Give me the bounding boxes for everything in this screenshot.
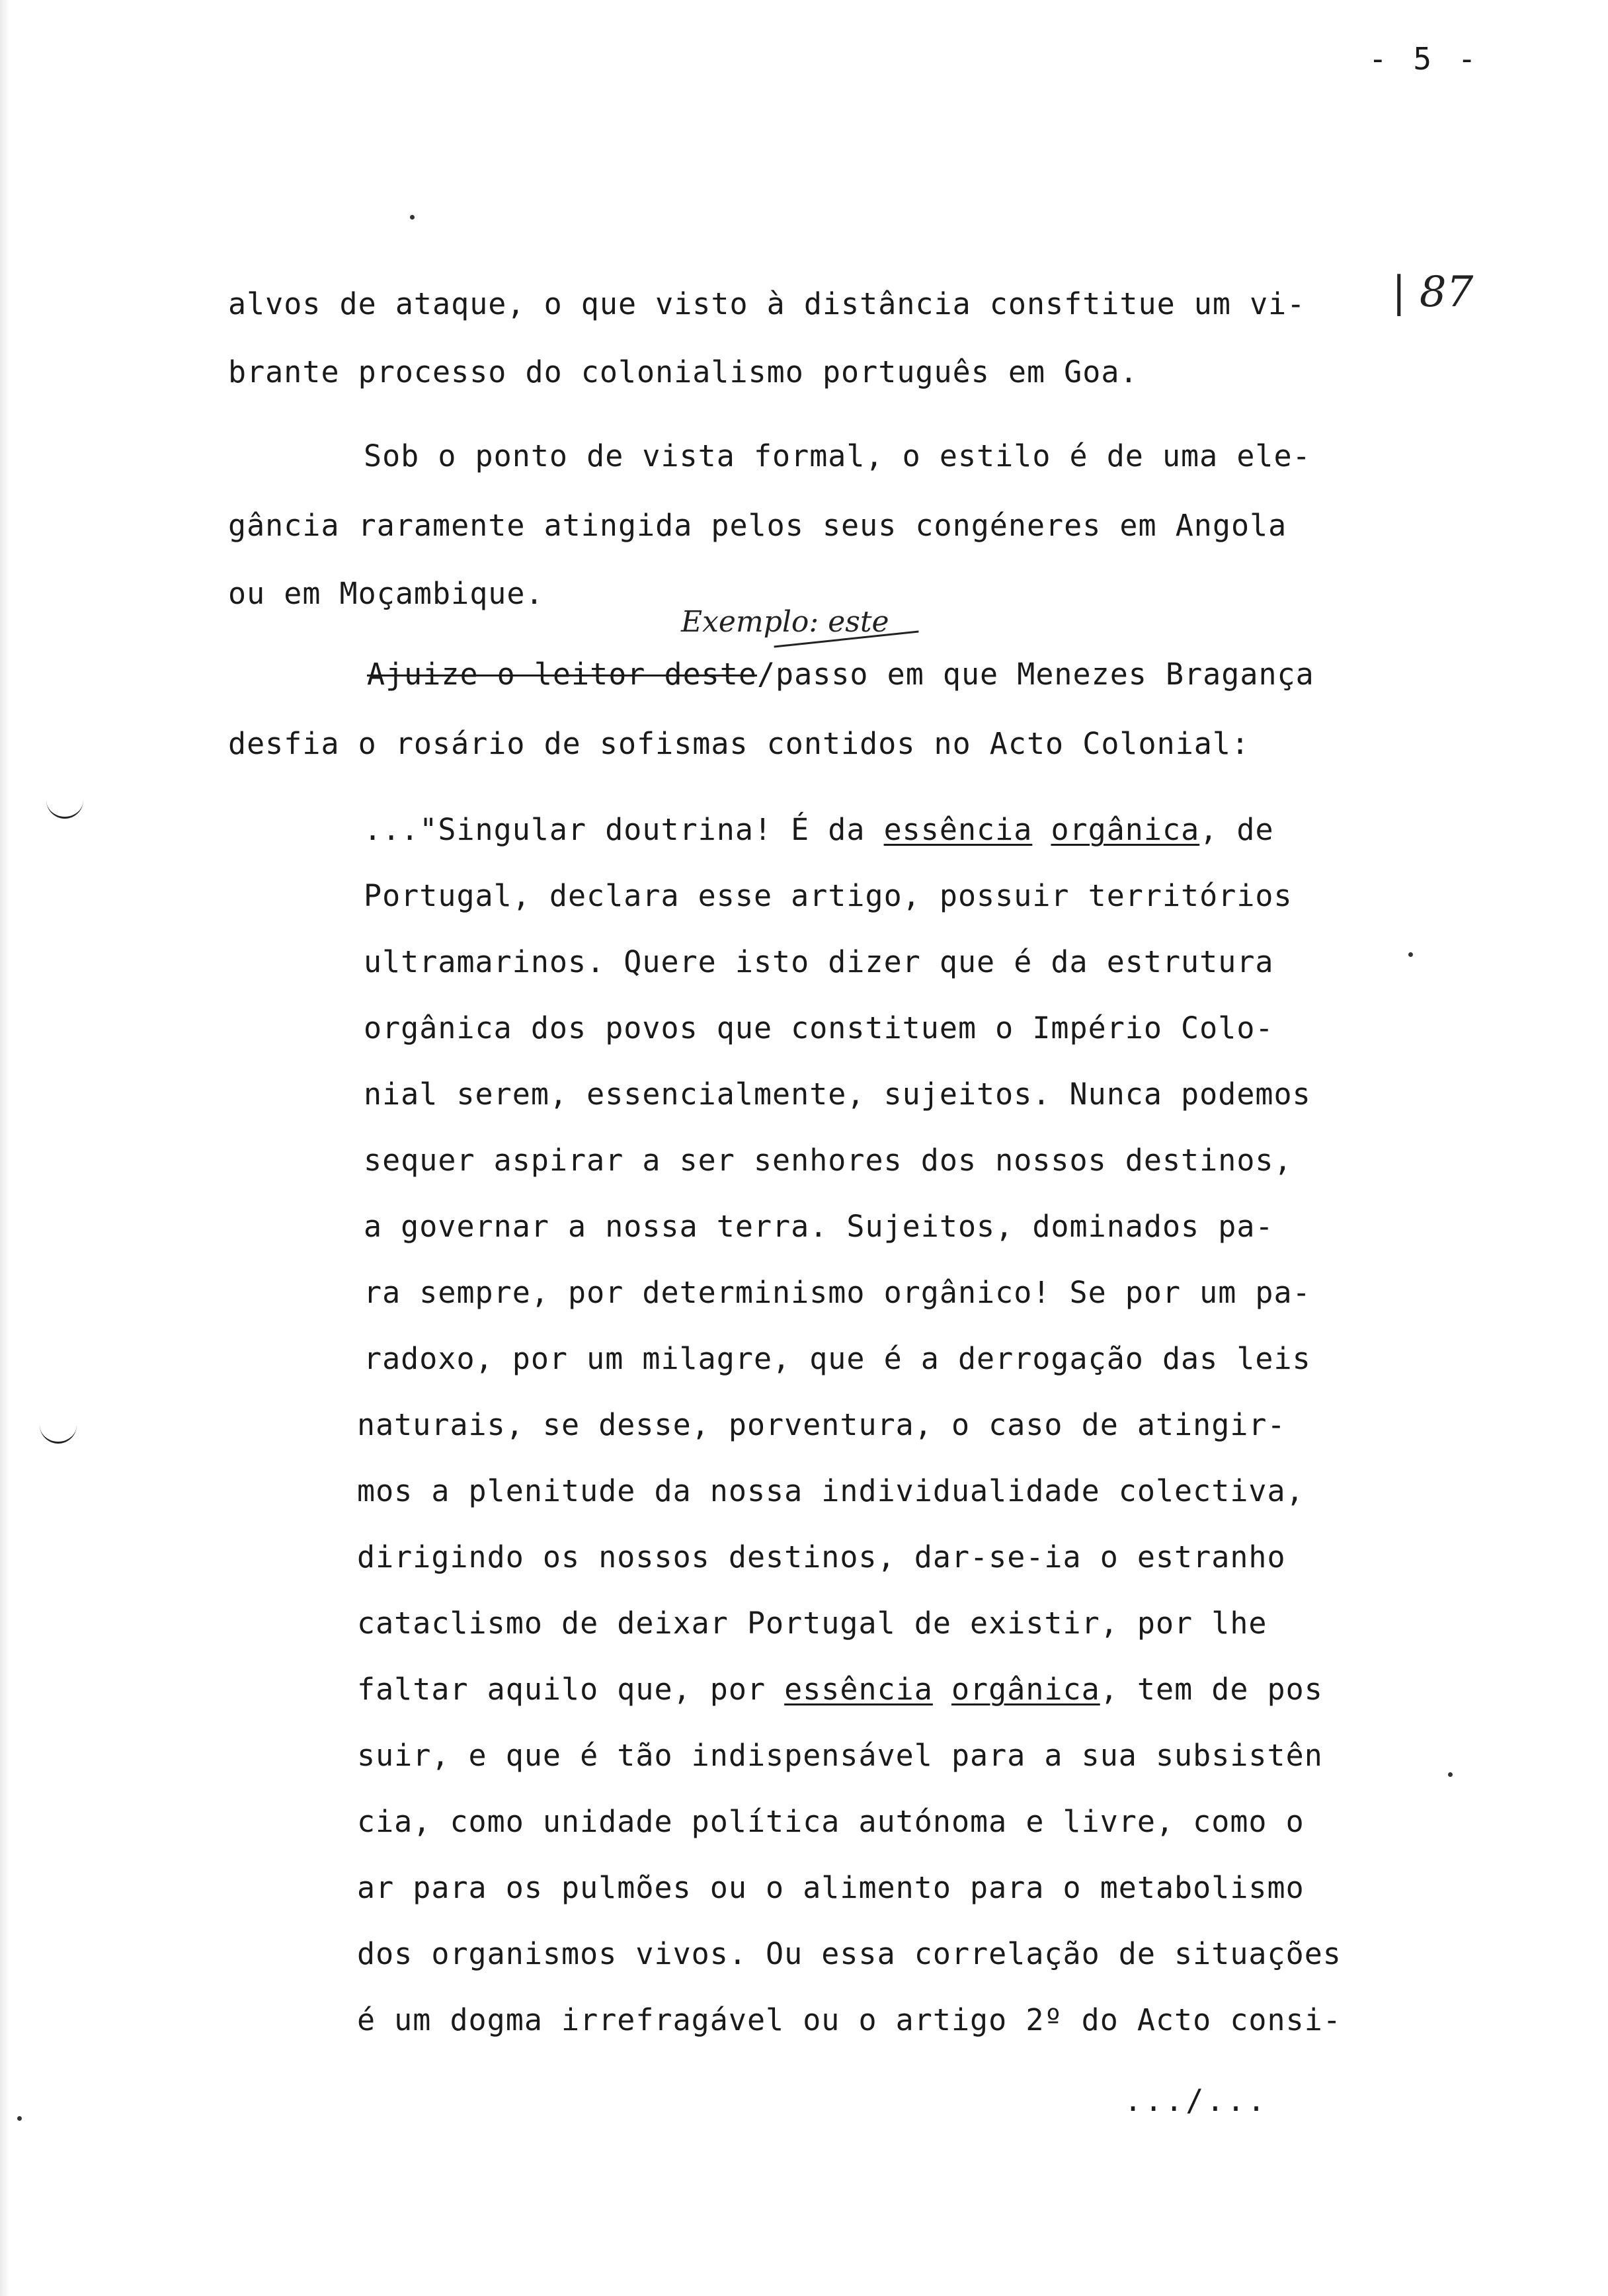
- underlined-text: orgânica: [1051, 812, 1200, 847]
- text-line: Sob o ponto de vista formal, o estilo é de uma ele-: [364, 438, 1311, 473]
- quote-line: cataclismo de deixar Portugal de existir, por lhe: [357, 1606, 1267, 1641]
- text-fragment: /passo em que Menezes Bragança: [756, 657, 1314, 692]
- text-fragment: [933, 1672, 951, 1707]
- scan-speck: [1408, 952, 1413, 957]
- text-fragment: , tem de pos: [1100, 1672, 1323, 1707]
- text-fragment: ..."Singular doutrina! É da: [364, 812, 884, 847]
- margin-bracket-mark: [40, 1415, 77, 1444]
- continuation-mark: .../...: [1124, 2083, 1268, 2118]
- text-line: brante processo do colonialismo português em Goa.: [228, 354, 1139, 390]
- quote-line: ar para os pulmões ou o alimento para o metabolismo: [357, 1870, 1305, 1905]
- quote-line: dirigindo os nossos destinos, dar-se-ia o estranho: [357, 1539, 1286, 1575]
- text-fragment: faltar aquilo que, por: [357, 1672, 785, 1707]
- quote-line: ra sempre, por determinismo orgânico! Se por um pa-: [364, 1275, 1311, 1310]
- quote-line: [364, 810, 1274, 850]
- struck-text: Ajuize o leitor deste: [367, 657, 757, 692]
- margin-annotation: | 87: [1392, 268, 1474, 317]
- underlined-text: orgânica: [951, 1672, 1100, 1707]
- text-line: gância raramente atingida pelos seus congéneres em Angola: [228, 508, 1287, 543]
- quote-line: cia, como unidade política autónoma e livre, como o: [357, 1804, 1305, 1839]
- quote-line: orgânica dos povos que constituem o Império Colo-: [364, 1010, 1274, 1046]
- margin-bracket-mark: [46, 790, 83, 819]
- quote-line: naturais, se desse, porventura, o caso de atingir-: [357, 1407, 1286, 1442]
- quote-line: sequer aspirar a ser senhores dos nossos destinos,: [364, 1143, 1293, 1178]
- text-line: desfia o rosário de sofismas contidos no Acto Colonial:: [228, 726, 1250, 761]
- quote-line: ultramarinos. Quere isto dizer que é da estrutura: [364, 944, 1274, 979]
- scan-speck: [1448, 1772, 1453, 1777]
- quote-line: é um dogma irrefragável ou o artigo 2º do Acto consi-: [357, 2002, 1342, 2037]
- text-line: [367, 655, 1314, 694]
- text-line: alvos de ataque, o que visto à distância consftitue um vi-: [228, 286, 1306, 321]
- quote-line: [357, 1670, 1323, 1709]
- underlined-text: essência: [883, 812, 1033, 847]
- quote-line: mos a plenitude da nossa individualidade colectiva,: [357, 1473, 1305, 1508]
- scan-speck: [17, 2116, 22, 2121]
- quote-line: a governar a nossa terra. Sujeitos, dominados pa-: [364, 1209, 1274, 1244]
- text-fragment: , de: [1199, 812, 1274, 847]
- text-line: ou em Moçambique.: [228, 576, 544, 611]
- page-number: - 5 -: [1369, 41, 1480, 77]
- quote-line: suir, e que é tão indispensável para a sua subsistên: [357, 1738, 1323, 1773]
- scan-speck: [410, 215, 415, 220]
- text-fragment: [1032, 812, 1051, 847]
- page-edge-shadow: [0, 0, 9, 2296]
- handwritten-note: Exemplo: este: [681, 605, 889, 639]
- quote-line: nial serem, essencialmente, sujeitos. Nunca podemos: [364, 1077, 1311, 1112]
- quote-line: dos organismos vivos. Ou essa correlação de situações: [357, 1936, 1342, 1971]
- quote-line: radoxo, por um milagre, que é a derrogação das leis: [364, 1341, 1311, 1376]
- quote-line: Portugal, declara esse artigo, possuir territórios: [364, 878, 1293, 913]
- underlined-text: essência: [784, 1672, 933, 1707]
